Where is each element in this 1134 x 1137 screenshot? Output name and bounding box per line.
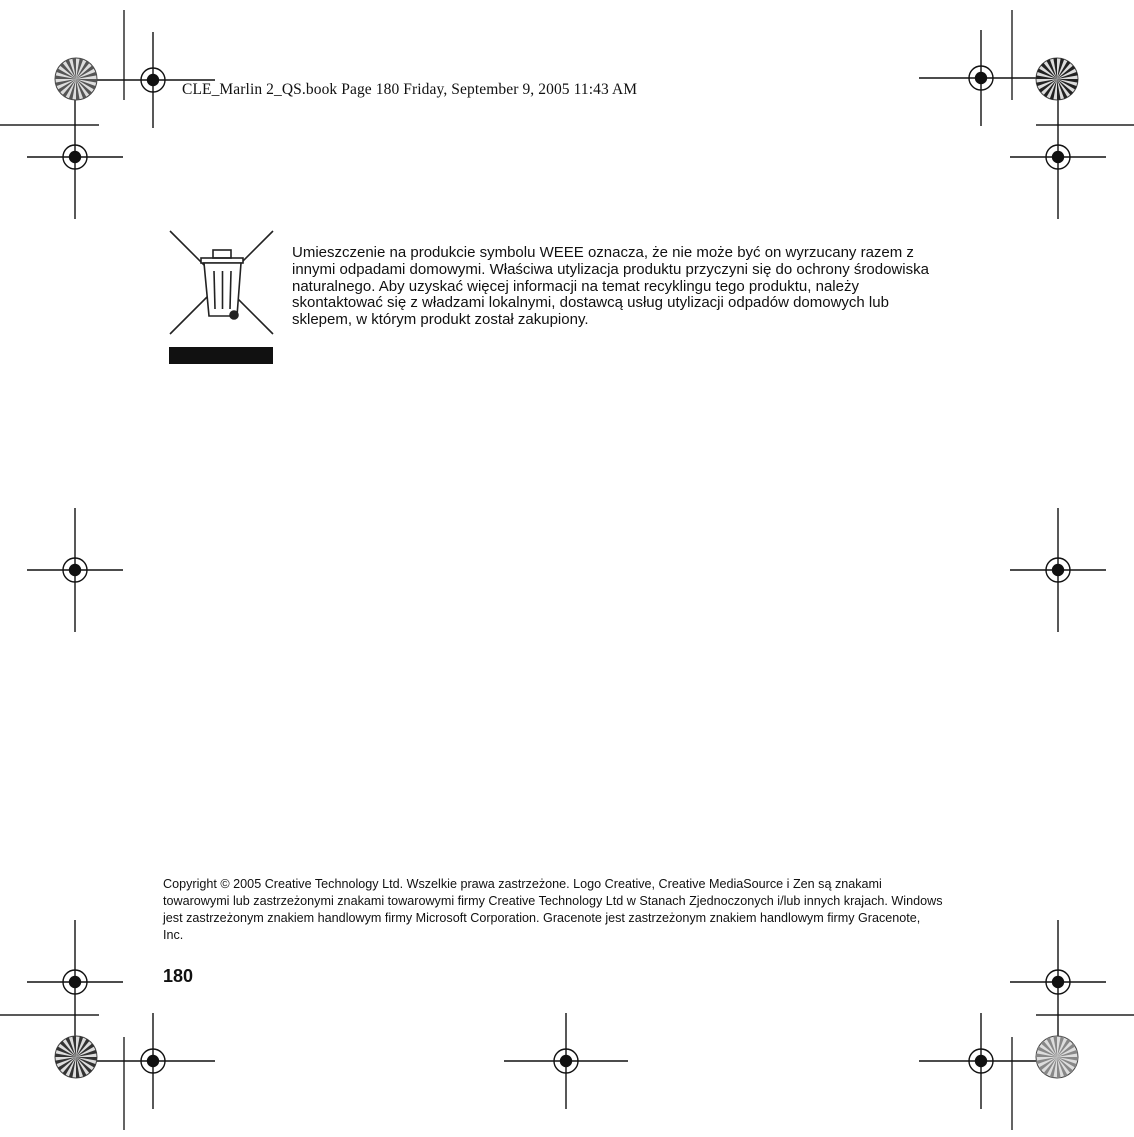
registration-mark-icon bbox=[27, 508, 123, 632]
crop-marks bbox=[0, 10, 1134, 1130]
registration-mark-icon bbox=[27, 95, 123, 219]
registration-mark-icon bbox=[919, 1013, 1043, 1109]
color-bar-wheel-icon bbox=[55, 58, 97, 100]
registration-mark-icon bbox=[919, 30, 1043, 126]
color-bar-wheel-icon bbox=[1036, 1036, 1078, 1078]
registration-mark-icon bbox=[504, 1013, 628, 1109]
registration-mark-icon bbox=[91, 32, 215, 128]
registration-marks bbox=[27, 30, 1106, 1109]
registration-mark-icon bbox=[27, 920, 123, 1044]
weee-notice: Umieszczenie na produkcie symbolu WEEE oznacza, że nie może być on wyrzucany razem z innymi odpadami domowymi. Właściwa utylizacja produktu przyczyni się do ochrony środowiska naturalnego. Aby uzyskać więcej informacji na temat recyklingu tego produktu, należy skontaktować się z władzami lokalnymi, dostawcą usług utylizacji odpadów domowych lub sklepem, w którym produkt został zakupiony. bbox=[292, 244, 929, 329]
registration-mark-icon bbox=[1010, 920, 1106, 1044]
copyright-notice: Copyright © 2005 Creative Technology Ltd. Wszelkie prawa zastrzeżone. Logo Creative, Creative MediaSource i Zen są znakami towarowymi lub zastrzeżonymi znakami towarowymi firmy Creative Technology Ltd w Stanach Zjednoczonych i/lub innych krajach. Windows jest zastrzeżonym znakiem handlowym firmy Microsoft Corporation. Gracenote jest zastrzeżonym znakiem handlowym firmy Gracenote, Inc. bbox=[163, 877, 943, 942]
color-bar-wheel-icon bbox=[55, 1036, 97, 1078]
registration-mark-icon bbox=[91, 1013, 215, 1109]
print-slug: CLE_Marlin 2_QS.book Page 180 Friday, September 9, 2005 11:43 AM bbox=[182, 81, 638, 98]
color-bar-wheel-icon bbox=[1036, 58, 1078, 100]
registration-mark-icon bbox=[1010, 508, 1106, 632]
weee-icon bbox=[169, 231, 273, 364]
registration-mark-icon bbox=[1010, 95, 1106, 219]
page-number: 180 bbox=[163, 966, 194, 986]
